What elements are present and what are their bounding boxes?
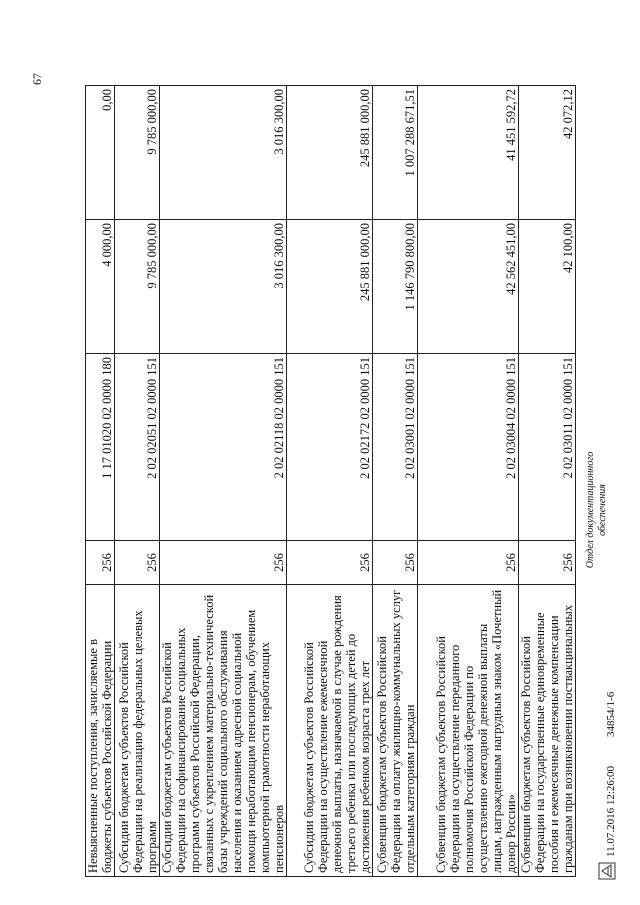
row-budget-code: 2 02 03004 02 0000 151 (418, 354, 519, 541)
row-exec-amount: 42 072,12 (519, 86, 576, 220)
stamp-line-1: Отдел документационного (585, 451, 596, 569)
row-budget-code: 1 17 01020 02 0000 180 (86, 354, 115, 541)
row-admin-code: 256 (86, 541, 115, 585)
footer-document-code: 34854/1-6 (605, 691, 617, 737)
budget-table (85, 85, 576, 877)
row-admin-code: 256 (287, 541, 373, 585)
row-admin-code: 256 (160, 541, 287, 585)
row-name: Субсидии бюджетам субъектов Российской Федерации на реализацию федеральных целевых программ (115, 585, 160, 877)
row-exec-amount: 41 451 592,72 (418, 86, 519, 220)
row-plan-amount: 245 881 000,00 (287, 220, 373, 354)
table-row (418, 86, 519, 877)
row-exec-amount: 0,00 (86, 86, 115, 220)
row-plan-amount: 42 100,00 (519, 220, 576, 354)
table-row (519, 86, 576, 877)
department-stamp (585, 420, 609, 600)
row-plan-amount: 9 785 000,00 (115, 220, 160, 354)
row-name: Субвенции бюджетам субъектов Российской Федерации на осуществление переданного полномочия Российской Федерации по осуществлению ежегодной денежной выплаты лицам, награжденным нагрудным знаком «Почетный донор России» (418, 585, 519, 877)
row-budget-code: 2 02 02172 02 0000 151 (287, 354, 373, 541)
row-admin-code: 256 (373, 541, 418, 585)
row-exec-amount: 9 785 000,00 (115, 86, 160, 220)
table-row (160, 86, 287, 877)
row-name: Субвенции бюджетам субъектов Российской Федерации на оплату жилищно-коммунальных услуг отдельным категориям граждан (373, 585, 418, 877)
footer-timestamp: 11.07.2016 12:26:00 (605, 766, 617, 857)
table-row (86, 86, 115, 877)
row-name: Субсидии бюджетам субъектов Российской Федерации на софинансирование социальных программ субъектов Российской Федерации, связанных с укреплением материально-технической базы учреждений социального обслуживания населения и оказанием адресной социальной помощи неработающим пенсионерам, обучением компьютерной грамотности неработающих пенсионеров (160, 585, 287, 877)
row-budget-code: 2 02 03011 02 0000 151 (519, 354, 576, 541)
row-admin-code: 256 (115, 541, 160, 585)
row-name: Субсидии бюджетам субъектов Российской Федерации на осуществление ежемесячной денежной выплаты, назначаемой в случае рождения третьего ребенка или последующих детей до достижения ребенком возраста трех лет (287, 585, 373, 877)
table-row (115, 86, 160, 877)
row-plan-amount: 1 146 790 800,00 (373, 220, 418, 354)
row-exec-amount: 3 016 300,00 (160, 86, 287, 220)
row-exec-amount: 245 881 000,00 (287, 86, 373, 220)
row-budget-code: 2 02 02118 02 0000 151 (160, 354, 287, 541)
table-row (287, 86, 373, 877)
document-seal-icon (598, 862, 616, 880)
table-row (373, 86, 418, 877)
row-plan-amount: 3 016 300,00 (160, 220, 287, 354)
row-admin-code: 256 (418, 541, 519, 585)
row-exec-amount: 1 007 288 671,51 (373, 86, 418, 220)
row-name: Невыясненные поступления, зачисляемые в бюджеты субъектов Российской Федерации (86, 585, 115, 877)
page-number: 67 (30, 73, 44, 85)
row-plan-amount: 4 000,00 (86, 220, 115, 354)
row-plan-amount: 42 562 451,00 (418, 220, 519, 354)
row-name: Субвенции бюджетам субъектов Российской Федерации на государственные единовременные пособия и ежемесячные денежные компенсации гражданам при возникновении поствакцинальных (519, 585, 576, 877)
stamp-line-2: обеспечения (597, 484, 608, 536)
row-admin-code: 256 (519, 541, 576, 585)
row-budget-code: 2 02 03001 02 0000 151 (373, 354, 418, 541)
row-budget-code: 2 02 02051 02 0000 151 (115, 354, 160, 541)
